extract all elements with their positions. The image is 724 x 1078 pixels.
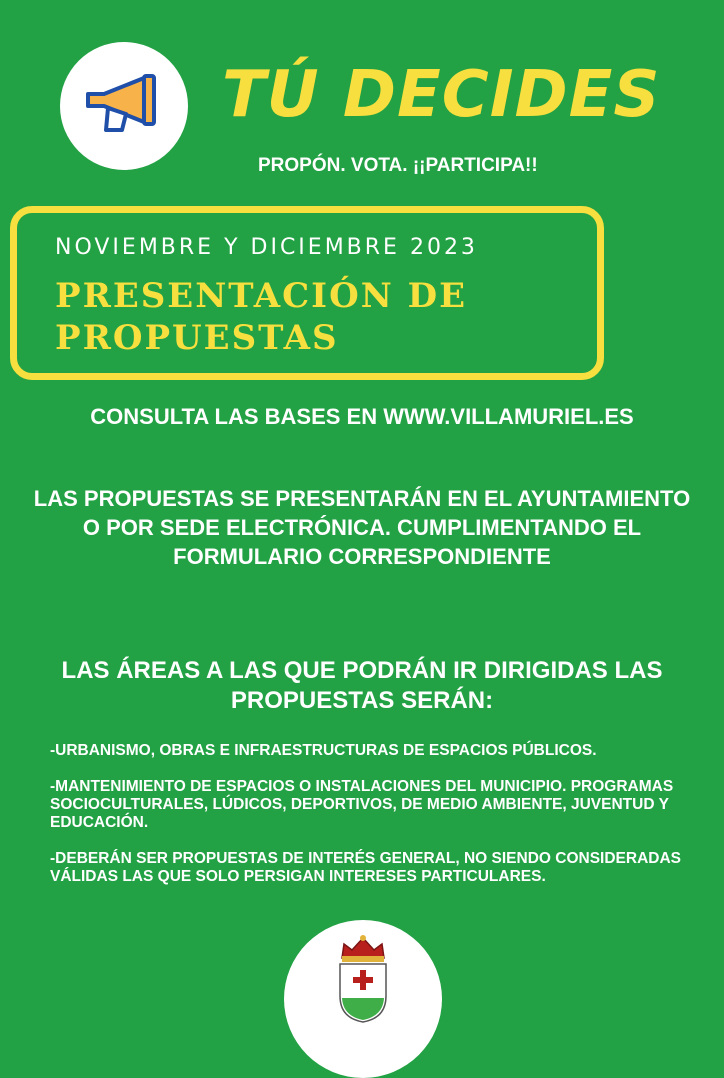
date-text: NOVIEMBRE Y DICIEMBRE 2023 xyxy=(55,235,478,260)
areas-heading: LAS ÁREAS A LAS QUE PODRÁN IR DIRIGIDAS LAS PROPUESTAS SERÁN: xyxy=(61,657,663,714)
presentation-text: LAS PROPUESTAS SE PRESENTARÁN EN EL AYUNTAMIENTO O POR SEDE ELECTRÓNICA. CUMPLIMENTANDO EL FORMULARIO CORRESPONDIENTE xyxy=(33,486,691,569)
areas-list xyxy=(50,742,690,904)
list-item: -DEBERÁN SER PROPUESTAS DE INTERÉS GENERAL, NO SIENDO CONSIDERADAS VÁLIDAS LAS QUE SOLO PERSIGAN INTERESES PARTICULARES. xyxy=(50,850,681,885)
list-item: -MANTENIMIENTO DE ESPACIOS O INSTALACIONES DEL MUNICIPIO. PROGRAMAS SOCIOCULTURALES, LÚDICOS, DEPORTIVOS, DE MEDIO AMBIENTE, JUVENTUD Y EDUCACIÓN. xyxy=(50,778,674,831)
crest-badge xyxy=(284,920,442,1078)
consulta-text: CONSULTA LAS BASES EN WWW.VILLAMURIEL.ES xyxy=(90,404,634,429)
page-title: TÚ DECIDES xyxy=(222,58,661,132)
megaphone-icon xyxy=(82,72,166,138)
list-item: -URBANISMO, OBRAS E INFRAESTRUCTURAS DE ESPACIOS PÚBLICOS. xyxy=(50,742,597,759)
megaphone-badge xyxy=(60,42,188,170)
date-box xyxy=(10,206,604,380)
coat-of-arms-icon xyxy=(336,934,390,1024)
box-title: PRESENTACIÓN DE PROPUESTAS xyxy=(55,276,468,358)
tagline: PROPÓN. VOTA. ¡¡PARTICIPA!! xyxy=(258,155,538,176)
